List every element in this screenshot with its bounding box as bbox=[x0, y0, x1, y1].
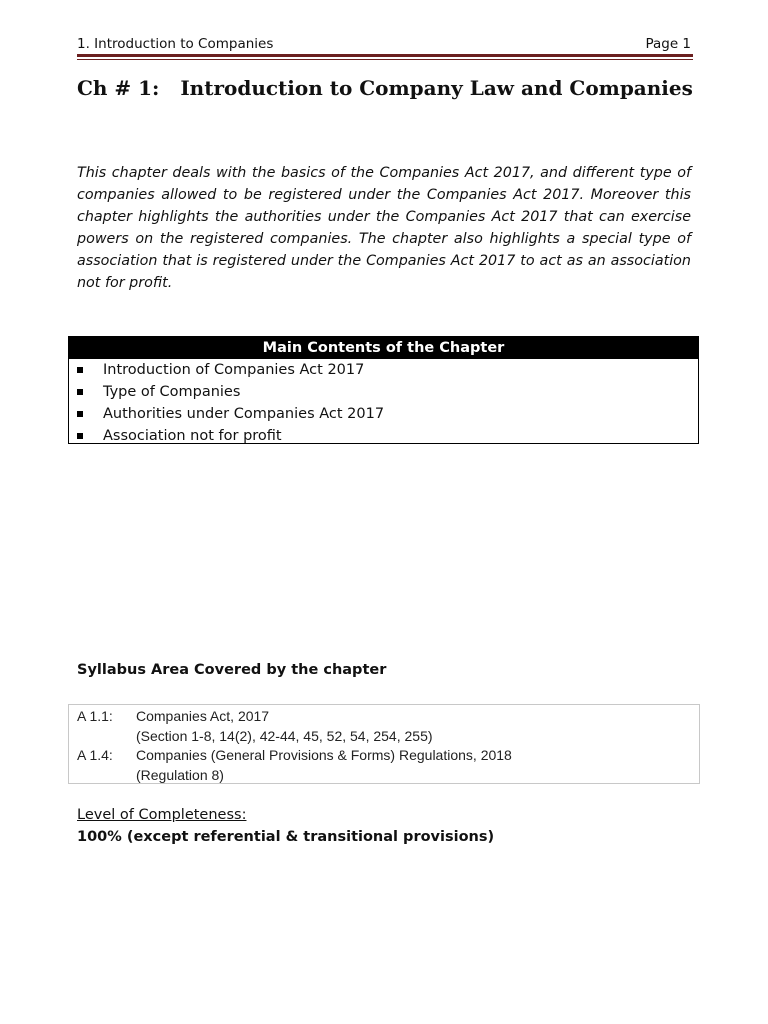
page-header bbox=[77, 34, 691, 52]
completeness-value: 100% (except referential & transitional provisions) bbox=[77, 829, 495, 845]
completeness-label: Level of Completeness: bbox=[77, 807, 247, 823]
syllabus-code bbox=[69, 727, 136, 747]
square-bullet-icon bbox=[77, 367, 83, 373]
syllabus-code: A 1.1: bbox=[77, 708, 113, 724]
header-rule bbox=[77, 54, 693, 60]
chapter-title: Ch # 1: Introduction to Company Law and Companies bbox=[77, 76, 693, 100]
syllabus-row bbox=[69, 766, 699, 786]
main-contents-heading: Main Contents of the Chapter bbox=[69, 337, 698, 359]
syllabus-text: (Regulation 8) bbox=[136, 766, 224, 783]
list-item bbox=[69, 403, 698, 425]
syllabus-box bbox=[68, 704, 700, 784]
syllabus-code: A 1.4: bbox=[77, 747, 113, 763]
list-item bbox=[69, 359, 698, 381]
main-contents-box bbox=[68, 336, 699, 444]
syllabus-row bbox=[69, 727, 699, 747]
list-item-text: Introduction of Companies Act 2017 bbox=[103, 362, 365, 378]
list-item-text: Type of Companies bbox=[103, 384, 241, 400]
syllabus-row bbox=[69, 746, 699, 766]
syllabus-text: Companies (General Provisions & Forms) Regulations, 2018 bbox=[136, 747, 512, 763]
syllabus-text: (Section 1-8, 14(2), 42-44, 45, 52, 54, 254, 255) bbox=[136, 727, 433, 744]
syllabus-row bbox=[69, 707, 699, 727]
list-item bbox=[69, 425, 698, 447]
header-page-number: Page 1 bbox=[645, 36, 691, 52]
square-bullet-icon bbox=[77, 433, 83, 439]
syllabus-text: Companies Act, 2017 bbox=[136, 708, 270, 724]
header-chapter-label: 1. Introduction to Companies bbox=[77, 36, 274, 52]
list-item-text: Authorities under Companies Act 2017 bbox=[103, 406, 385, 422]
square-bullet-icon bbox=[77, 411, 83, 417]
syllabus-heading: Syllabus Area Covered by the chapter bbox=[77, 662, 387, 678]
header-rule-thin bbox=[77, 59, 693, 60]
intro-paragraph: This chapter deals with the basics of the Companies Act 2017, and different type of companies allowed to be registered under the Companies Act 2017. Moreover this chapter highlights the authorities under the Companies Act 2017 that can exercise powers on the registered companies. The chapter also highlights a special type of association that is registered under the Companies Act 2017 to act as an association not for profit. bbox=[77, 165, 691, 291]
main-contents-list bbox=[69, 359, 698, 447]
square-bullet-icon bbox=[77, 389, 83, 395]
list-item bbox=[69, 381, 698, 403]
syllabus-code bbox=[69, 766, 136, 786]
header-rule-thick bbox=[77, 54, 693, 57]
list-item-text: Association not for profit bbox=[103, 428, 282, 444]
